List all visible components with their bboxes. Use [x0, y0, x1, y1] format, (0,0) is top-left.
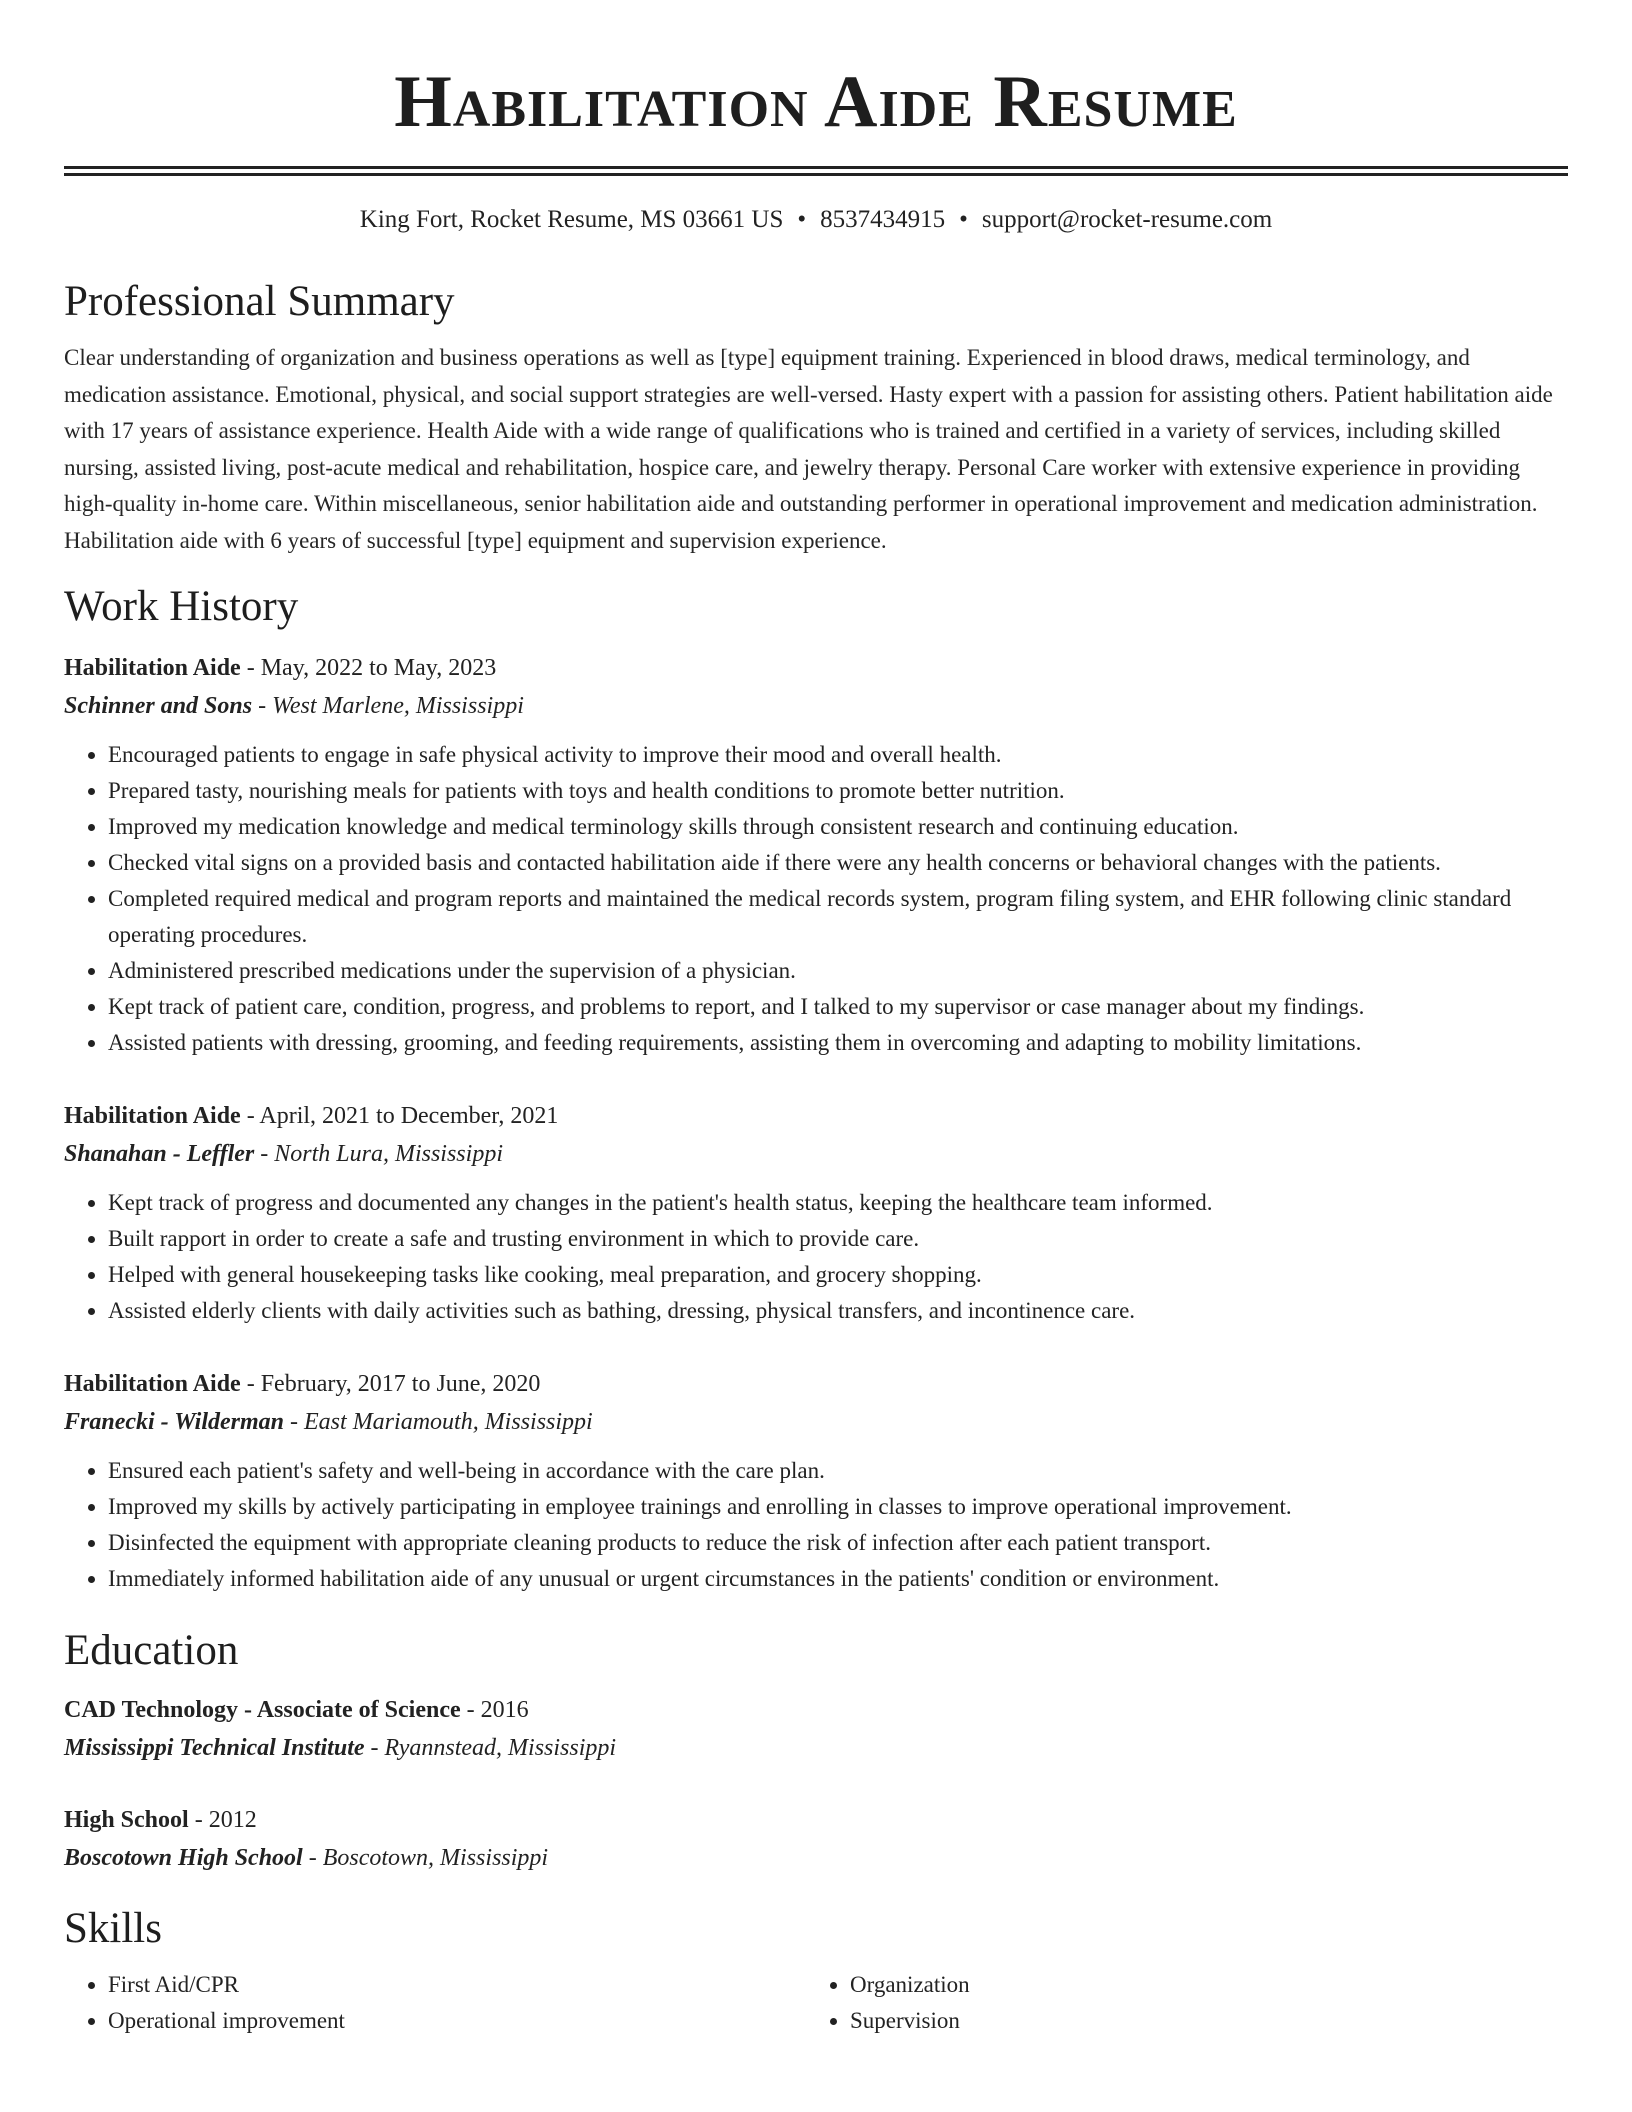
- job-header: [64, 1097, 1568, 1135]
- list-item: • Assisted patients with dressing, grooming, and feeding requirements, assisting them in overcoming and adapting to mobility limitations.: [108, 1025, 1568, 1061]
- education-school-line: [64, 1839, 1568, 1877]
- skills-column-right: [806, 1967, 1548, 2039]
- education-year: - 2012: [188, 1807, 257, 1833]
- skill-item: • Supervision: [850, 2003, 1548, 2039]
- contact-line: [64, 204, 1568, 236]
- list-item: • Completed required medical and program reports and maintained the medical records system, program filing system, and EHR following clinic standard operating procedures.: [108, 881, 1568, 953]
- list-item: • Prepared tasty, nourishing meals for patients with toys and health conditions to promote better nutrition.: [108, 773, 1568, 809]
- list-item: • Improved my skills by actively participating in employee trainings and enrolling in classes to improve operational improvement.: [108, 1489, 1568, 1525]
- job-entry: [64, 1365, 1568, 1597]
- summary-text: Clear understanding of organization and business operations as well as [type] equipment training. Experienced in blood draws, medical terminology, and medication assistance. Emotional, physical, and social support strategies are well-versed. Hasty expert with a passion for assisting others. Patient habilitation aide with 17 years of assistance experience. Health Aide with a wide range of qualifications who is trained and certified in a variety of services, including skilled nursing, assisted living, post-acute medical and rehabilitation, hospice care, and jewelry therapy. Personal Care worker with extensive experience in providing high-quality in-home care. Within miscellaneous, senior habilitation aide and outstanding performer in operational improvement and medication administration. Habilitation aide with 6 years of successful [type] equipment and supervision experience.: [64, 345, 1553, 553]
- section-heading-summary: Professional Summary: [64, 278, 455, 325]
- list-item: • Checked vital signs on a provided basis and contacted habilitation aide if there were any health concerns or behavioral changes with the patients.: [108, 845, 1568, 881]
- job-bullets: [64, 737, 1568, 1061]
- education-header: [64, 1801, 1568, 1839]
- job-entry: [64, 1097, 1568, 1329]
- list-item: • Administered prescribed medications under the supervision of a physician.: [108, 953, 1568, 989]
- job-company: Franecki - Wilderman: [64, 1409, 285, 1435]
- education-year: - 2016: [460, 1697, 529, 1723]
- skill-item: • First Aid/CPR: [108, 1967, 806, 2003]
- education-school: Mississippi Technical Institute: [64, 1735, 365, 1761]
- job-bullets: [64, 1185, 1568, 1329]
- job-entry: [64, 649, 1568, 1061]
- skill-item: • Operational improvement: [108, 2003, 806, 2039]
- contact-separator: •: [959, 206, 968, 233]
- contact-email: support@rocket-resume.com: [981, 206, 1273, 233]
- list-item: • Built rapport in order to create a safe and trusting environment in which to provide care.: [108, 1221, 1568, 1257]
- job-bullets: [64, 1453, 1568, 1597]
- job-company-line: [64, 1403, 1568, 1441]
- job-dates: - February, 2017 to June, 2020: [240, 1371, 541, 1397]
- list-item: • Kept track of progress and documented any changes in the patient's health status, keeping the healthcare team informed.: [108, 1185, 1568, 1221]
- list-item: • Immediately informed habilitation aide of any unusual or urgent circumstances in the patients' condition or environment.: [108, 1561, 1568, 1597]
- education-degree: High School: [64, 1807, 189, 1833]
- education-location: - Ryannstead, Mississippi: [364, 1735, 617, 1761]
- job-location: - East Mariamouth, Mississippi: [284, 1409, 593, 1435]
- education-location: - Boscotown, Mississippi: [302, 1845, 549, 1871]
- job-company: Shanahan - Leffler: [64, 1141, 255, 1167]
- list-item: • Kept track of patient care, condition, progress, and problems to report, and I talked to my supervisor or case manager about my findings.: [108, 989, 1568, 1025]
- education-degree: CAD Technology - Associate of Science: [64, 1697, 461, 1723]
- education-header: [64, 1691, 1568, 1729]
- education-school: Boscotown High School: [64, 1845, 303, 1871]
- job-header: [64, 1365, 1568, 1403]
- list-item: • Disinfected the equipment with appropriate cleaning products to reduce the risk of infection after each patient transport.: [108, 1525, 1568, 1561]
- list-item: • Encouraged patients to engage in safe physical activity to improve their mood and overall health.: [108, 737, 1568, 773]
- list-item: • Improved my medication knowledge and medical terminology skills through consistent research and continuing education.: [108, 809, 1568, 845]
- job-title: Habilitation Aide: [64, 655, 241, 681]
- job-company-line: [64, 687, 1568, 725]
- education-entry: [64, 1691, 1568, 1767]
- job-location: - West Marlene, Mississippi: [252, 693, 524, 719]
- job-dates: - May, 2022 to May, 2023: [240, 655, 497, 681]
- job-header: [64, 649, 1568, 687]
- section-heading-work: Work History: [64, 583, 299, 630]
- contact-phone: 8537434915: [820, 206, 946, 233]
- section-heading-education: Education: [64, 1627, 239, 1674]
- section-heading-skills: Skills: [64, 1905, 162, 1952]
- job-company-line: [64, 1135, 1568, 1173]
- education-entry: [64, 1801, 1568, 1877]
- skills-column-left: [64, 1967, 806, 2039]
- job-company: Schinner and Sons: [64, 693, 253, 719]
- contact-separator: •: [797, 206, 807, 233]
- skill-item: • Organization: [850, 1967, 1548, 2003]
- title-divider: [64, 166, 1568, 176]
- list-item: • Helped with general housekeeping tasks like cooking, meal preparation, and grocery shopping.: [108, 1257, 1568, 1293]
- job-title: Habilitation Aide: [64, 1103, 241, 1129]
- job-dates: - April, 2021 to December, 2021: [240, 1103, 559, 1129]
- skills-list: [64, 1967, 1568, 2039]
- job-title: Habilitation Aide: [64, 1371, 241, 1397]
- resume-title: Habilitation Aide Resume: [394, 61, 1238, 143]
- education-school-line: [64, 1729, 1568, 1767]
- contact-address: King Fort, Rocket Resume, MS 03661 US: [359, 206, 784, 233]
- list-item: • Ensured each patient's safety and well-being in accordance with the care plan.: [108, 1453, 1568, 1489]
- list-item: • Assisted elderly clients with daily activities such as bathing, dressing, physical transfers, and incontinence care.: [108, 1293, 1568, 1329]
- job-location: - North Lura, Mississippi: [254, 1141, 503, 1167]
